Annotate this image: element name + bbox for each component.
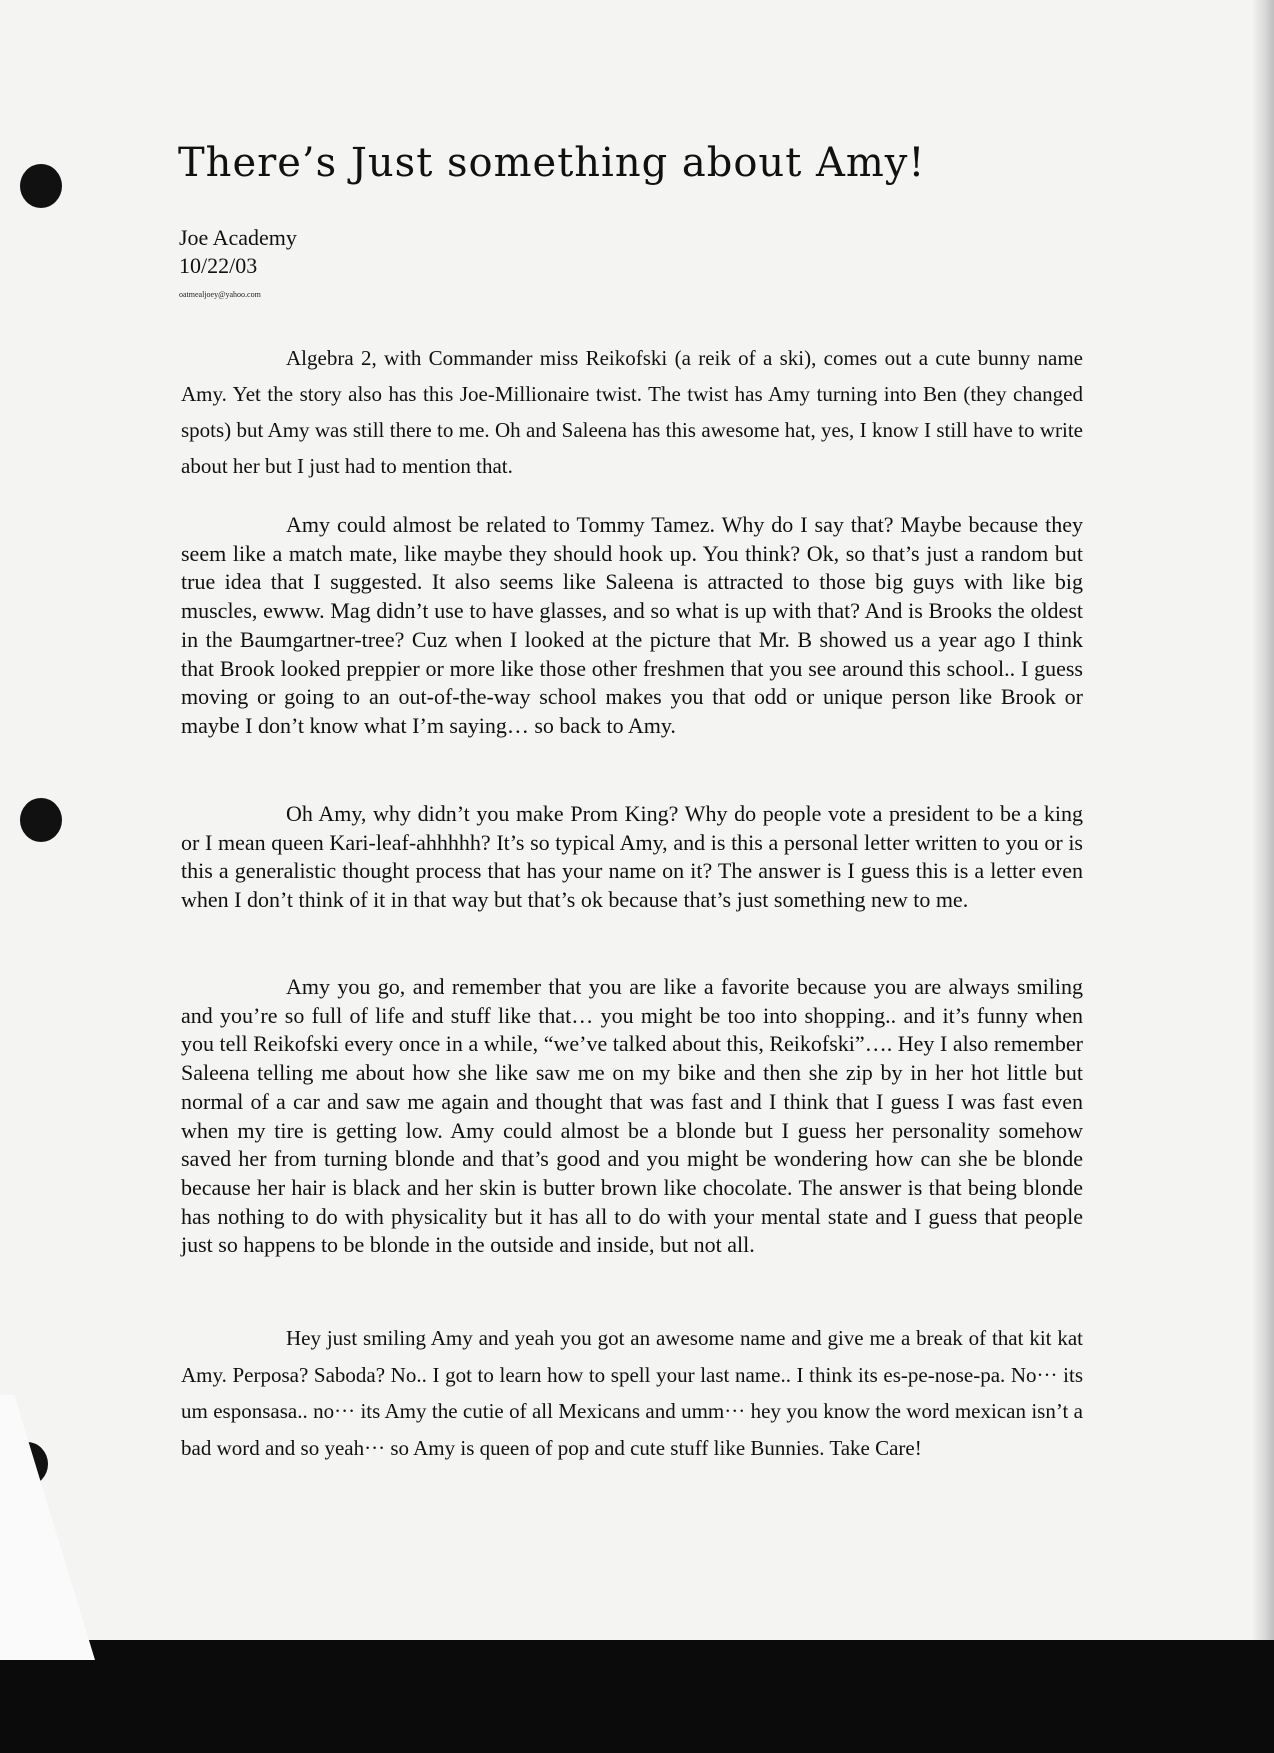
paragraph-2: Amy could almost be related to Tommy Tamez. Why do I say that? Maybe because they seem like a match mate, like maybe they should hook up. You think? Ok, so that’s just a random but true idea that I suggested. It also seems like Saleena is attracted to those big guys with like big muscles, ewww. Mag didn’t use to have glasses, and so what is up with that? And is Brooks the oldest in the Baumgartner-tree? Cuz when I looked at the picture that Mr. B showed us a year ago I think that Brook looked preppier or more like those other freshmen that you see around this school.. I guess moving or going to an out-of-the-way school makes you that odd or unique person like Brook or maybe I don’t know what I’m saying… so back to Amy. bbox=[181, 512, 1083, 738]
paragraph-1: Algebra 2, with Commander miss Reikofski (a reik of a ski), comes out a cute bunny name Amy. Yet the story also has this Joe-Millionaire twist. The twist has Amy turning into Ben (they changed spots) but Amy was still there to me. Oh and Saleena has this awesome hat, yes, I know I still have to write about her but I just had to mention that. bbox=[181, 346, 1083, 478]
essay-title: There’s Just something about Amy! bbox=[178, 140, 926, 186]
author-name: Joe Academy bbox=[179, 225, 297, 250]
essay-date: 10/22/03 bbox=[179, 253, 258, 278]
paragraph-5: Hey just smiling Amy and yeah you got an awesome name and give me a break of that kit kat Amy. Perposa? Saboda? No.. I got to learn how to spell your last name.. I think its es-pe-nose-pa. No··· its um esponsasa.. no··· its Amy the cutie of all Mexicans and umm··· hey you know the word mexican isn’t a bad word and so yeah··· so Amy is queen of pop and cute stuff like Bunnies. Take Care! bbox=[181, 1326, 1083, 1460]
paragraph-3: Oh Amy, why didn’t you make Prom King? Why do people vote a president to be a king or I mean queen Kari-leaf-ahhhhh? It’s so typical Amy, and is this a personal letter written to you or is this a generalistic thought process that has your name on it? The answer is I guess this is a letter even when I don’t think of it in that way but that’s ok because that’s just something new to me. bbox=[181, 801, 1083, 913]
binder-hole-top bbox=[20, 164, 62, 208]
scanner-background bbox=[0, 1640, 1274, 1753]
author-email: oatmealjoey@yahoo.com bbox=[179, 290, 261, 299]
paragraph-4: Amy you go, and remember that you are like a favorite because you are always smiling and you’re so full of life and stuff like that… you might be too into shopping.. and it’s funny when you tell Reikofski every once in a while, “we’ve talked about this, Reikofski”…. Hey I also remember Saleena telling me about how she like saw me on my bike and then she zip by in her hot little but normal of a car and saw me again and thought that was fast and I think that I guess I was fast even when my tire is getting low. Amy could almost be a blonde but I guess her personality somehow saved her from turning blonde and that’s good and you might be wondering how can she be blonde because her hair is black and her skin is butter brown like chocolate. The answer is that being blonde has nothing to do with physicality but it has all to do with your mental state and I guess that people just so happens to be blonde in the outside and inside, but not all. bbox=[181, 974, 1083, 1258]
page-edge-shadow bbox=[1252, 0, 1274, 1640]
binder-hole-middle bbox=[20, 798, 62, 842]
byline bbox=[179, 224, 297, 280]
